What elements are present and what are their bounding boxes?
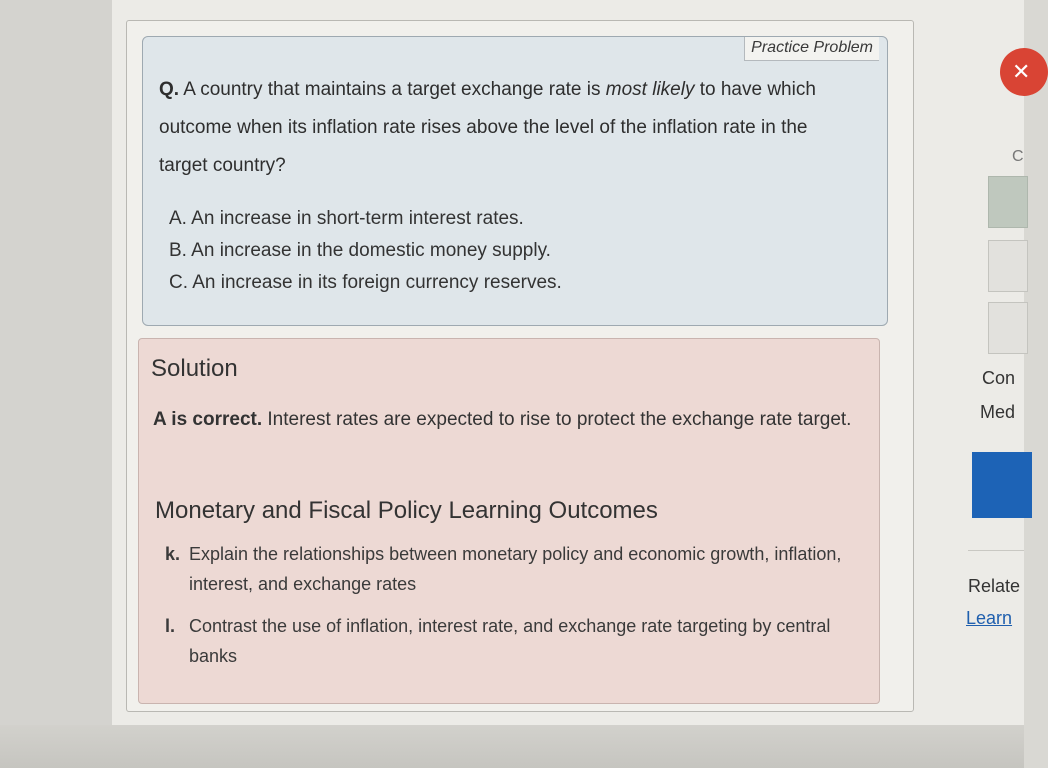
right-panel-related-label: Relate <box>968 576 1021 596</box>
question-part-2: to have which outcome when its inflation rate rises above the level of the inflation rate in the target country? <box>159 79 816 176</box>
right-panel-button-3[interactable] <box>988 302 1028 354</box>
right-panel-med-label: Med <box>980 402 1016 422</box>
close-icon[interactable]: ✕ <box>1000 48 1048 96</box>
monitor-bezel <box>0 725 1024 768</box>
learning-outcomes-title: Monetary and Fiscal Policy Learning Outcomes <box>155 497 658 524</box>
option-a[interactable]: A. An increase in short-term interest rates. <box>169 208 524 229</box>
answer-options <box>169 203 562 299</box>
solution-explanation: Interest rates are expected to rise to protect the exchange rate target. <box>262 409 852 430</box>
practice-problem-tag: Practice Problem <box>744 37 879 61</box>
solution-text <box>153 403 853 437</box>
right-panel-button-2[interactable] <box>988 240 1028 292</box>
question-label: Q. <box>159 79 180 100</box>
question-panel <box>142 36 888 326</box>
solution-verdict: A is correct. <box>153 409 263 430</box>
solution-panel <box>138 338 880 704</box>
question-text <box>159 71 859 185</box>
outcome-text: Explain the relationships between monetary policy and economic growth, inflation, interest, and exchange rates <box>189 544 842 594</box>
learning-outcome-l <box>163 611 843 671</box>
learning-outcomes-list <box>163 539 843 683</box>
outcome-key: l. <box>165 616 176 636</box>
solution-title: Solution <box>151 355 238 382</box>
right-panel-con-label: Con <box>982 368 1016 388</box>
option-c[interactable]: C. An increase in its foreign currency reserves. <box>169 272 562 293</box>
learning-outcome-k <box>163 539 843 599</box>
outcome-key: k. <box>165 544 181 564</box>
right-panel-c-label: C <box>1012 148 1024 165</box>
question-emphasis: most likely <box>605 79 695 100</box>
option-b[interactable]: B. An increase in the domestic money supply. <box>169 240 551 261</box>
outcome-text: Contrast the use of inflation, interest rate, and exchange rate targeting by central banks <box>189 616 831 666</box>
right-panel-blue-button[interactable] <box>972 452 1032 518</box>
right-panel-divider <box>968 550 1024 551</box>
question-part-1: A country that maintains a target exchange rate is <box>179 79 606 100</box>
right-panel-button-1[interactable] <box>988 176 1028 228</box>
left-gutter <box>0 0 112 740</box>
right-panel-learn-link[interactable]: Learn <box>966 608 1013 628</box>
